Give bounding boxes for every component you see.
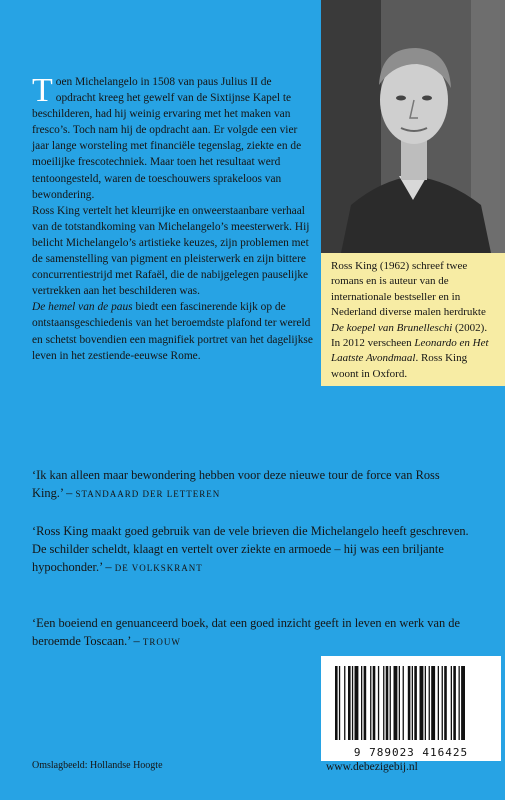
- barcode-bar: [414, 666, 417, 740]
- bio-text-3: . Ross King woont in Oxford.: [331, 352, 468, 380]
- barcode-bar: [361, 666, 362, 740]
- barcode-bar: [420, 666, 424, 740]
- barcode-bar: [442, 666, 443, 740]
- cover-credit: Omslagbeeld: Hollandse Hoogte: [32, 760, 163, 771]
- barcode-bar: [461, 666, 465, 740]
- quote-text: ‘Ik kan alleen maar bewondering hebben voor deze nieuwe tour de force van Ross King.’ –: [32, 468, 440, 500]
- quote-text: ‘Ross King maakt goed gebruik van de vele brieven die Michelangelo heeft geschreven. De schilder scheldt, klaagt en vertelt over ziekte en armoede – hij was een briljante hypochonder.’ –: [32, 524, 469, 574]
- barcode-bar: [348, 666, 351, 740]
- quote-source: TROUW: [142, 637, 181, 647]
- barcode-bar: [373, 666, 376, 740]
- book-title: De hemel van de paus: [32, 301, 133, 314]
- bio-book-title-1: De koepel van Brunelleschi: [331, 321, 453, 334]
- barcode-bar: [412, 666, 413, 740]
- barcode-bar: [386, 666, 389, 740]
- blurb-paragraph-2: Ross King vertelt het kleurrijke en onweerstaanbare verhaal van de totstandkoming van Michelangelo’s meesterwerk. Hij belicht Michelangelo’s artistieke keuzes, zijn problemen met de samenstelling van pigment en pleisterwerk en zijn bittere concurrentiestrijd met Rafaël, die de nabijgelegen pauselijke vertrekken aan het beschilderen was.: [32, 204, 310, 298]
- barcode-bar: [339, 666, 340, 740]
- blurb-paragraph-3-text: biedt een fascinerende kijk op de ontstaansgeschiedenis van het beroemdste plafond ter wereld en schetst bovendien een magnifiek portret van het dagelijkse leven in het zestiende-eeuwse Rome.: [32, 301, 313, 362]
- blurb-paragraph-3: [32, 299, 314, 363]
- review-quote-3: [32, 614, 472, 651]
- bio-text-1: Ross King (1962) schreef twee romans en is auteur van de internationale bestseller en in Nederland diverse malen herdrukte: [331, 260, 486, 319]
- barcode-bar: [378, 666, 379, 740]
- barcode-bar: [408, 666, 411, 740]
- review-quote-2: [32, 522, 472, 577]
- barcode-bar: [355, 666, 359, 740]
- author-bio: [331, 259, 495, 382]
- barcode-bar: [403, 666, 404, 740]
- barcode-bar: [370, 666, 371, 740]
- author-photo: [321, 0, 505, 253]
- barcode-bar: [453, 666, 456, 740]
- blurb-paragraph-1: [32, 74, 314, 203]
- barcode-bar: [431, 666, 435, 740]
- isbn-number: 9 789023 416425: [353, 746, 469, 759]
- quote-source: DE VOLKSKRANT: [114, 563, 203, 573]
- barcode-bar: [352, 666, 353, 740]
- isbn-barcode: [321, 656, 501, 761]
- author-bio-box: [321, 253, 505, 386]
- barcode-bar: [451, 666, 452, 740]
- blurb: [32, 74, 314, 364]
- publisher-website: www.debezigebij.nl: [326, 761, 418, 773]
- quote-source: STANDAARD DER LETTEREN: [75, 489, 221, 499]
- barcode-bar: [399, 666, 400, 740]
- barcode-bar: [438, 666, 439, 740]
- barcode-bar: [459, 666, 460, 740]
- barcode-bar: [344, 666, 345, 740]
- barcode-bar: [364, 666, 367, 740]
- bio-text-2: (2002). In 2012 verscheen: [331, 321, 488, 350]
- barcode-bar: [383, 666, 384, 740]
- author-portrait-illustration: [321, 0, 505, 253]
- quote-text: ‘Een boeiend en genuanceerd boek, dat een goed inzicht geeft in leven en werk van de beroemde Toscaan.’ –: [32, 616, 460, 648]
- blurb-paragraph-1-text: oen Michelangelo in 1508 van paus Julius II de opdracht kreeg het gewelf van de Sixtijnse Kapel te beschilderen, had hij weinig ervaring met het maken van fresco’s. Toch nam hij de opdracht aan. Er volgde een vier jaar lange worsteling met financiële tegenslag, ziekte en de moeilijke frescotechniek. Maar toen het resultaat werd tentoongesteld, waren de toeschouwers sprakeloos van bewondering.: [32, 76, 302, 201]
- barcode-bar: [335, 666, 338, 740]
- bio-book-title-2: Leonardo en Het Laatste Avondmaal: [331, 337, 489, 365]
- barcode-bar: [425, 666, 426, 740]
- barcode-bar: [444, 666, 447, 740]
- barcode-bar: [394, 666, 398, 740]
- drop-cap: T: [32, 72, 53, 109]
- barcode-bar: [429, 666, 430, 740]
- barcode-bars: [321, 656, 501, 744]
- barcode-bar: [390, 666, 391, 740]
- review-quote-1: [32, 466, 472, 503]
